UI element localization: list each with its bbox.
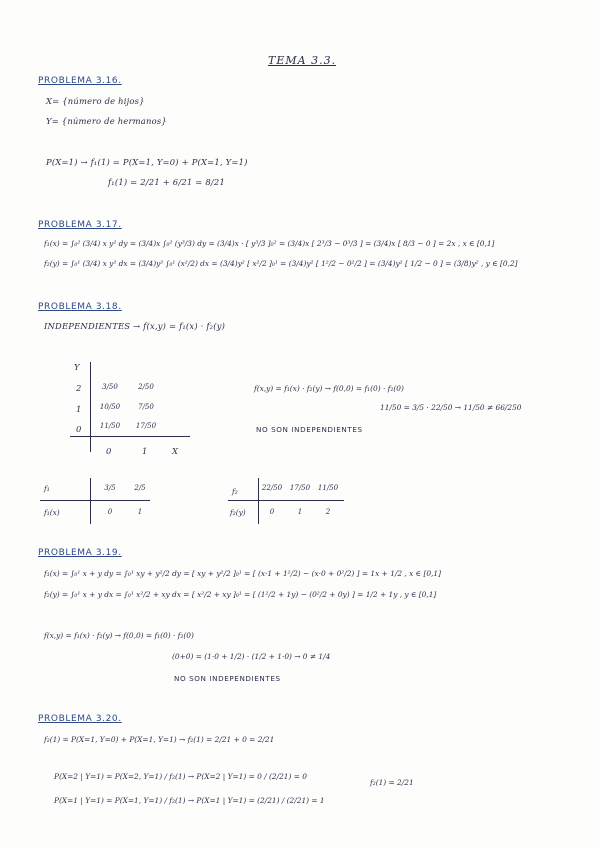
p320-line-1: f₂(1) = P(X=1, Y=0) + P(X=1, Y=1) → f₂(1) = 2/21 + 0 = 2/21 [44, 735, 275, 744]
cell-y2-x1: 2/50 [138, 383, 154, 391]
p319-line-3: f(x,y) = f₁(x) · f₂(y) → f(0,0) = f₁(0) · f₂(0) [44, 631, 194, 640]
table-vertical-axis [90, 362, 91, 452]
p316-line-2: Y= {número de hermanos} [46, 116, 167, 126]
cell-y0-x0: 11/50 [99, 422, 121, 430]
axis-y-label: Y [74, 362, 80, 372]
marginal-f1-footer-label: f₁(x) [44, 508, 60, 517]
p320-line-2: P(X=2 | Y=1) = P(X=2, Y=1) / f₂(1) → P(X=2 | Y=1) = 0 / (2/21) = 0 [54, 772, 307, 781]
f2-value-1: 17/50 [289, 484, 311, 492]
p318-eq-1: f(x,y) = f₁(x) · f₂(y) → f(0,0) = f₁(0) · f₂(0) [254, 384, 404, 393]
p319-conclusion: NO SON INDEPENDIENTES [174, 674, 281, 683]
f2-y-1: 1 [297, 508, 303, 516]
marginal-f1-rule [40, 500, 150, 501]
marginal-f2-header: f₂ [232, 487, 238, 496]
f1-x-1: 1 [137, 508, 143, 516]
cell-y0-x1: 17/50 [135, 422, 157, 430]
problem-3-18-heading: PROBLEMA 3.18. [38, 302, 122, 312]
col-label-1: 1 [142, 446, 148, 456]
problem-3-20-heading: PROBLEMA 3.20. [38, 714, 122, 724]
p318-independence-def: INDEPENDIENTES → f(x,y) = f₁(x) · f₂(y) [44, 321, 226, 331]
marginal-f2-footer-label: f₂(y) [230, 508, 246, 517]
f2-value-2: 11/50 [317, 484, 339, 492]
problem-3-16-heading: PROBLEMA 3.16. [38, 76, 122, 86]
f1-x-0: 0 [107, 508, 113, 516]
f2-y-2: 2 [325, 508, 331, 516]
axis-x-label: X [172, 446, 179, 456]
p317-line-2: f₂(y) = ∫₀¹ (3/4) x y² dx = (3/4)y² ∫₀¹ (x²/2) dx = (3/4)y² [ x²/2 ]₀¹ = (3/4)y² [ 1²/2 − 0²/2 ] = (3/4)y² [ 1/2 − 0 ] = (3/8)y² , y ∈ [0,2] [44, 259, 518, 268]
f1-value-0: 3/5 [104, 484, 116, 492]
p316-line-4: f₁(1) = 2/21 + 6/21 = 8/21 [108, 177, 225, 187]
p319-line-4: (0+0) = (1·0 + 1/2) · (1/2 + 1·0) → 0 ≠ 1/4 [172, 652, 331, 661]
f1-value-1: 2/5 [134, 484, 146, 492]
marginal-f1-header: f₁ [44, 484, 50, 493]
problem-3-17-heading: PROBLEMA 3.17. [38, 220, 122, 230]
problem-3-19-heading: PROBLEMA 3.19. [38, 548, 122, 558]
cell-y2-x0: 3/50 [102, 383, 118, 391]
table-horizontal-axis [70, 436, 190, 437]
f2-value-0: 22/50 [261, 484, 283, 492]
p317-line-1: f₁(x) = ∫₀² (3/4) x y² dy = (3/4)x ∫₀² (y³/3) dy = (3/4)x · [ y³/3 ]₀² = (3/4)x [ 2³/3 − 0³/3 ] = (3/4)x [ 8/3 − 0 ] = 2x , x ∈ [0,1] [44, 239, 495, 248]
f2-y-0: 0 [269, 508, 275, 516]
row-label-1: 1 [76, 404, 82, 414]
p318-conclusion: NO SON INDEPENDIENTES [256, 425, 363, 434]
p316-line-3: P(X=1) → f₁(1) = P(X=1, Y=0) + P(X=1, Y=1) [46, 157, 248, 167]
p318-eq-2: 11/50 = 3/5 · 22/50 → 11/50 ≠ 66/250 [380, 403, 522, 412]
row-label-2: 2 [76, 383, 82, 393]
page-title: TEMA 3.3. [268, 54, 337, 67]
p319-line-2: f₂(y) = ∫₀¹ x + y dx = ∫₀¹ x²/2 + xy dx = [ x²/2 + xy ]₀¹ = [ (1²/2 + 1y) − (0²/2 + 0y) ] = 1/2 + 1y , y ∈ [0,1] [44, 590, 437, 599]
p316-line-1: X= {número de hijos} [46, 96, 145, 106]
p319-line-1: f₁(x) = ∫₀¹ x + y dy = ∫₀¹ xy + y²/2 dy = [ xy + y²/2 ]₀¹ = [ (x·1 + 1²/2) − (x·0 + 0²/2) ] = 1x + 1/2 , x ∈ [0,1] [44, 569, 441, 578]
cell-y1-x1: 7/50 [138, 403, 154, 411]
cell-y1-x0: 10/50 [99, 403, 121, 411]
p320-side-note: f₂(1) = 2/21 [370, 778, 414, 787]
row-label-0: 0 [76, 424, 82, 434]
p320-line-3: P(X=1 | Y=1) = P(X=1, Y=1) / f₂(1) → P(X=1 | Y=1) = (2/21) / (2/21) = 1 [54, 796, 325, 805]
marginal-f2-rule [228, 500, 344, 501]
col-label-0: 0 [106, 446, 112, 456]
